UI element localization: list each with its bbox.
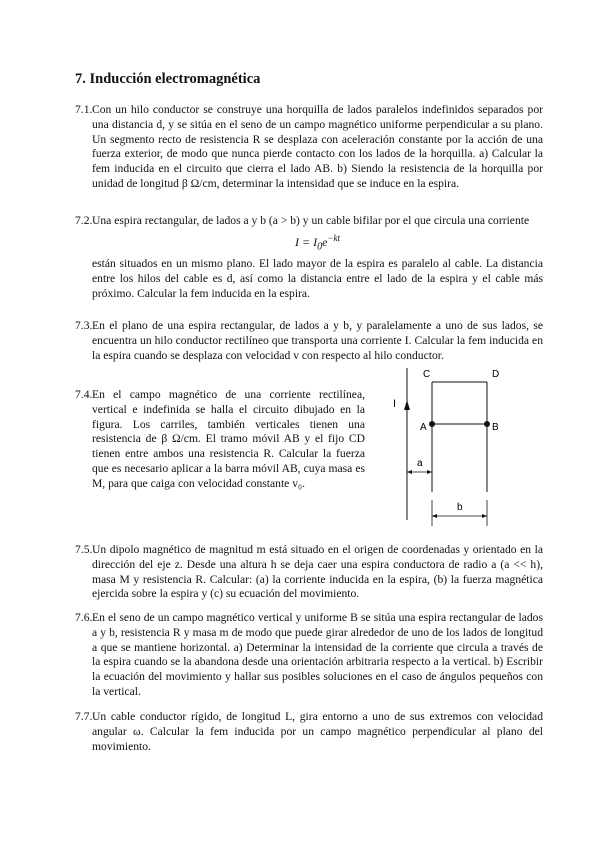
problem-7-5 [75,543,543,602]
label-a-point: A [420,422,427,433]
problem-text: En el plano de una espira rectangular, de lados a y b, y paralelamente a uno de sus lados, se encuentra un hilo conductor rectilíneo que transporta una corriente I. Calcular la fem inducida en la espira cuando se desplaza con velocidad v con respecto al hilo conductor. [92,319,543,362]
problem-7-7 [75,710,543,754]
problem-text-after: están situados en un mismo plano. El lado mayor de la espira es paralelo al cable. La distancia entre los hilos del cable es d, así como la distancia entre el lado de la espira y el cable más próximo. Calcular la fem inducida en la espira. [92,257,543,300]
problem-number: 7.2. [75,214,93,227]
problem-text: Un dipolo magnético de magnitud m está situado en el origen de coordenadas y orientado en la dirección del eje z. Desde una altura h se deja caer una espira conductora de radio a (a << h), masa M y resistencia R. Calcular: (a) la corriente inducida en la espira, (b) la fuerza magnética ejercida sobre la espira y (c) su ecuación del movimiento. [92,543,543,601]
current-arrow-icon [404,400,410,410]
problem-7-4 [75,388,365,492]
problem-number: 7.1. [75,103,93,116]
problem-7-3 [75,319,543,363]
problem-number: 7.5. [75,543,93,556]
circuit-figure [385,360,545,535]
section-title: 7. Inducción electromagnética [75,71,261,87]
point-a-dot [429,421,435,427]
current-label: I [393,398,397,410]
problem-number: 7.3. [75,319,93,332]
problem-text-before: Una espira rectangular, de lados a y b (a > b) y un cable bifilar por el que circula una corriente [92,214,530,227]
label-c: C [423,369,431,380]
current-formula: $I = I_0e^{-kt}$ [295,232,340,253]
point-b-dot [484,421,490,427]
dim-a-arrow-right-icon [427,470,432,474]
dim-b-label: b [457,502,463,513]
dim-b-arrow-left-icon [432,514,437,518]
problem-text: Con un hilo conductor se construye una horquilla de lados paralelos indefinidos separados por una distancia d, y se sitúa en el seno de un campo magnético uniforme perpendicular a su plano. Un segmento recto de resistencia R se desplaza con aceleración constante por la acción de una fuerza exterior, de modo que nunca pierde contacto con los lados de la horquilla. a) Calcular la fem inducida en el circuito que cierra el lado AB. b) Siendo la resistencia de la horquilla por unidad de longitud β Ω/cm, determinar la intensidad que se induce en la espira. [92,103,543,190]
problem-text: En el seno de un campo magnético vertical y uniforme B se sitúa una espira rectangular de lados a y b, resistencia R y masa m de modo que puede girar alrededor de uno de los lados de longitud a que se mantiene horizontal. a) Determinar la intensidad de la corriente que circula a través de la espira cuando se la abandona desde una orientación arbitraria respecto a la vertical. b) Escribir la ecuación del movimiento y hallar sus posibles soluciones en el caso de ángulos pequeños con la vertical. [92,611,543,698]
dim-a-label: a [417,458,423,469]
problem-7-2 [75,214,543,302]
problem-7-6 [75,611,543,700]
problem-7-1 [75,103,543,192]
dim-a-arrow-left-icon [407,470,412,474]
problem-text: Un cable conductor rígido, de longitud L, gira entorno a uno de sus extremos con velocidad angular ω. Calcular la fem inducida por un campo magnético perpendicular al plano del movimiento. [92,710,543,753]
label-d: D [492,369,500,380]
problem-number: 7.4. [75,388,93,401]
problem-text: En el campo magnético de una corriente rectilínea, vertical e indefinida se halla el circuito dibujado en la figura. Los carriles, también verticales tienen una resistencia de β Ω/cm. El tramo móvil AB y el fijo CD tienen entre ambos una resistencia R. Calcular la fuerza que es necesario aplicar a la barra móvil AB, cuya masa es M, para que caiga con velocidad constante v₀. [92,388,365,490]
problem-number: 7.6. [75,611,93,624]
label-b-point: B [492,422,499,433]
dim-b-arrow-right-icon [482,514,487,518]
problem-number: 7.7. [75,710,93,723]
